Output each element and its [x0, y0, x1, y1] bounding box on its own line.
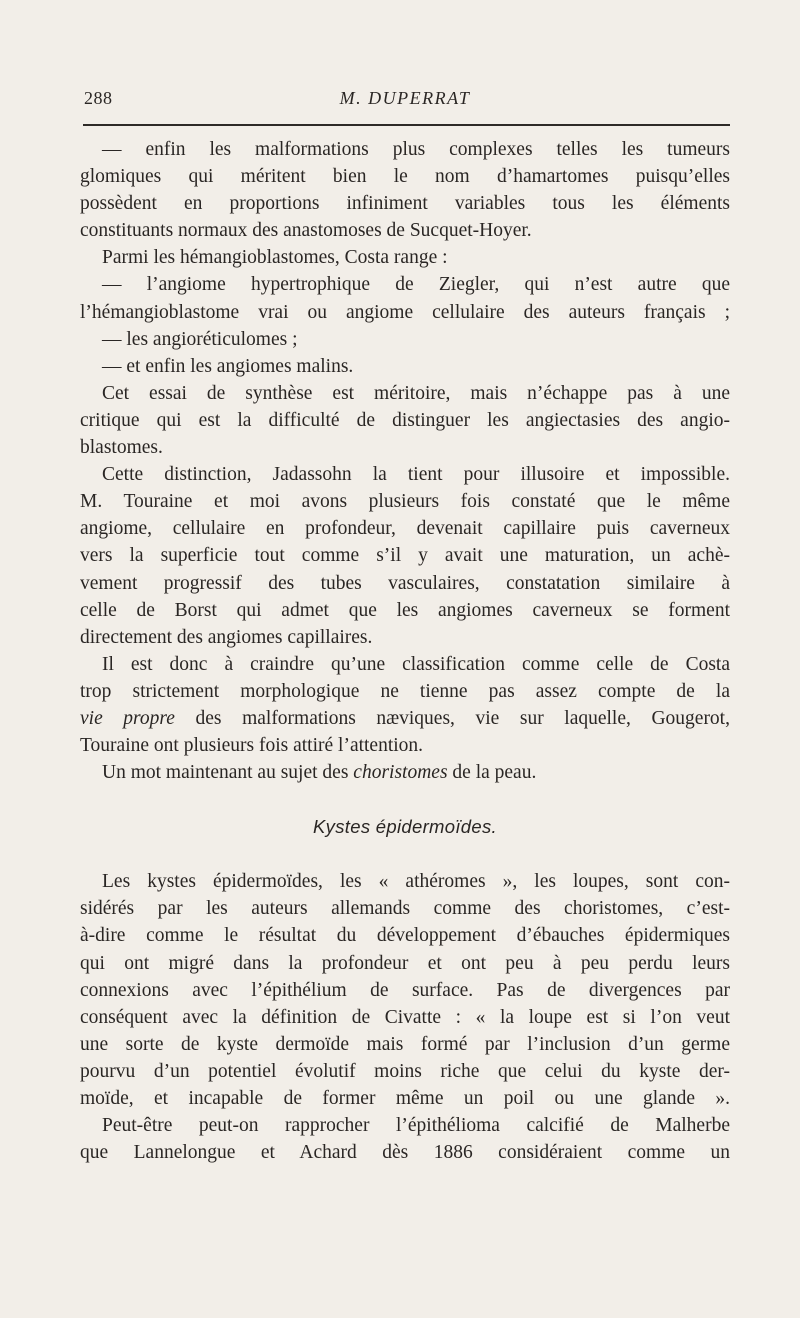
- text-line: connexions avec l’épithélium de surface. Pas de divergences par: [80, 979, 730, 1001]
- text-line: que Lannelongue et Achard dès 1886 considéraient comme un: [80, 1142, 730, 1164]
- italic-term: vie propre: [80, 707, 175, 729]
- text-line: Cette distinction, Jadassohn la tient pour illusoire et impossible.: [102, 464, 730, 486]
- text-line: angiome, cellulaire en profondeur, devenait capillaire puis caverneux: [80, 518, 730, 540]
- text-line: constituants normaux des anastomoses de Sucquet-Hoyer.: [80, 220, 532, 242]
- italic-term: choristomes: [353, 762, 448, 784]
- spacer: [80, 786, 730, 813]
- text-line: directement des angiomes capillaires.: [80, 626, 373, 648]
- text-line: moïde, et incapable de former même un poil ou une glande ».: [80, 1088, 730, 1109]
- text-line: conséquent avec la définition de Civatte : « la loupe est si l’on veut: [80, 1006, 730, 1028]
- running-head: M. DUPERRAT: [339, 88, 471, 108]
- text-fragment: des malformations nævique​s, vie sur laquelle, Gougerot,: [174, 707, 730, 729]
- text-line: blastomes.: [80, 437, 163, 459]
- text-line: qui ont migré dans la profondeur et ont peu à peu perdu leurs: [80, 952, 730, 974]
- text-line: sidérés par les auteurs allemands comme des choristomes, c’est-: [80, 898, 730, 920]
- header-rule: [83, 124, 730, 126]
- section-heading: Kystes épidermoïdes.: [313, 816, 497, 838]
- text-line: à-dire comme le résultat du développement d’ébauches épidermiques: [80, 925, 730, 947]
- text-line: l’hémangioblastome vrai ou angiome cellulaire des auteurs français ;: [80, 301, 730, 323]
- page-number: 288: [84, 88, 113, 108]
- text-fragment: de la peau.: [447, 762, 537, 784]
- text-line-mixed: [80, 705, 730, 732]
- text-line: vers la superficie tout comme s’il y avait une maturation, un achè-: [80, 545, 730, 567]
- text-line: une sorte de kyste dermoïde mais formé par l’inclusion d’un germe: [80, 1033, 730, 1055]
- text-line: Parmi les hémangioblastomes, Costa range :: [102, 247, 448, 269]
- text-line: Les kystes épidermoïdes, les « athéromes », les loupes, sont con-: [102, 871, 730, 893]
- text-line: Cet essai de synthèse est méritoire, mais n’échappe pas à une: [102, 382, 730, 404]
- text-line: vement progressif des tubes vasculaires, constatation similaire à: [80, 572, 730, 594]
- spacer: [80, 840, 730, 868]
- text-line: pourvu d’un potentiel évolutif moins riche que celui du kyste der-: [80, 1060, 730, 1082]
- text-line: celle de Borst qui admet que les angiomes caverneux se forment: [80, 599, 730, 621]
- text-line-mixed: [80, 759, 730, 786]
- text-line: critique qui est la difficulté de distinguer les angiectasies des angio-: [80, 409, 730, 431]
- text-line: Touraine ont plusieurs fois attiré l’attention.: [80, 735, 424, 757]
- text-line: — les angioréticulomes ;: [102, 328, 298, 350]
- text-line: Peut-être peut-on rapprocher l’épithélioma calcifié de Malherbe: [102, 1115, 730, 1137]
- text-line: Il est donc à craindre qu’une classification comme celle de Costa: [102, 653, 730, 675]
- text-line: — l’angiome hypertrophique de Ziegler, qui n’est autre que: [102, 274, 730, 296]
- text-line: glomiques qui méritent bien le nom d’hamartomes puisqu’elles: [80, 166, 730, 188]
- text-line: trop strictement morphologique ne tienne pas assez compte de la: [80, 680, 730, 702]
- text-fragment: Un mot maintenant au sujet des: [102, 762, 354, 784]
- text-line: possèdent en proportions infiniment variables tous les éléments: [80, 193, 730, 215]
- text-line: M. Touraine et moi avons plusieurs fois constaté que le même: [80, 491, 730, 513]
- body-text: [80, 136, 730, 1166]
- text-line: — enfin les malformations plus complexes telles les tumeurs: [102, 139, 730, 160]
- page-header: [80, 88, 730, 118]
- text-line: — et enfin les angiomes malins.: [102, 355, 354, 377]
